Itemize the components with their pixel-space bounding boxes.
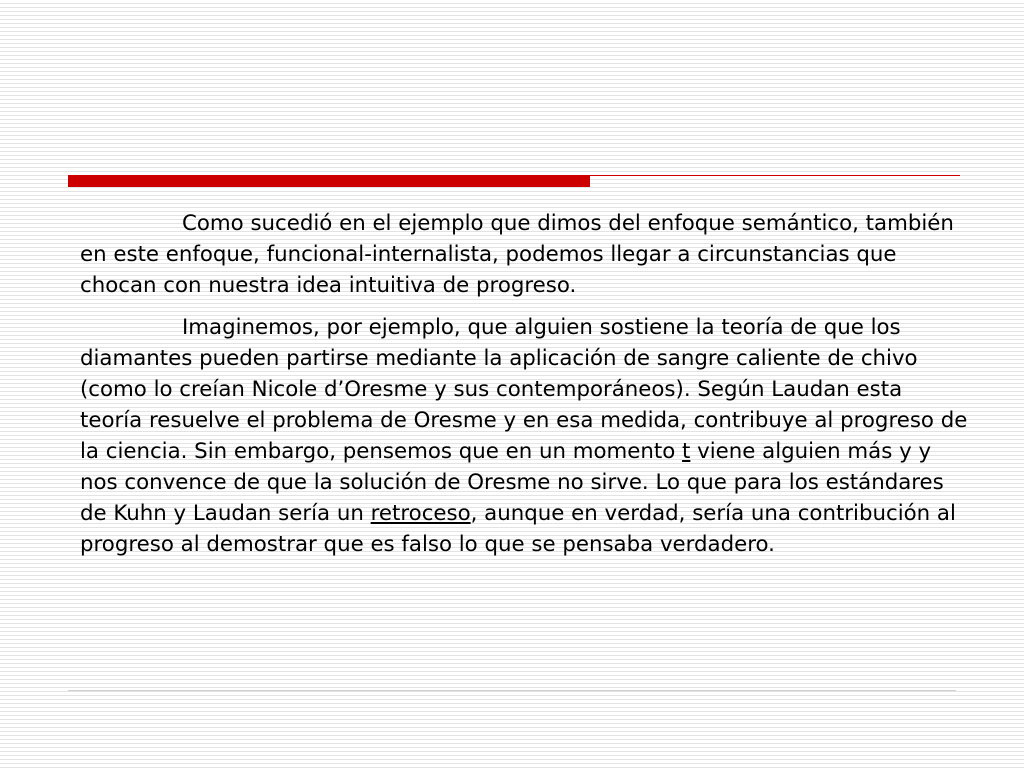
title-accent-bar [68, 175, 590, 187]
paragraph-2-text-a: Imaginemos, por ejemplo, que alguien sostiene la teoría de que los diamantes pueden partirse mediante la aplicación de sangre caliente de chivo (como lo creían Nicole d’Oresme y sus contemporáneos). Según Laudan esta teoría resuelve el problema de Oresme y en esa medida, contribuye al progreso de la ciencia. Sin embargo, pensemos que en un momento [80, 315, 968, 464]
underlined-retroceso: retroceso [370, 501, 471, 526]
paragraph-2-text-b: viene alguien más y y nos convence de que la solución de Oresme no sirve. Lo que para los estándares de Kuhn y Laudan sería un [80, 439, 944, 526]
paragraph-2 [80, 312, 970, 560]
slide-body [80, 208, 970, 560]
paragraph-1 [80, 208, 970, 301]
underlined-t: t [682, 439, 691, 464]
footer-divider [68, 690, 956, 691]
title-accent-line [590, 175, 960, 176]
paragraph-1-text: Como sucedió en el ejemplo que dimos del enfoque semántico, también en este enfoque, funcional-internalista, podemos llegar a circunstancias que chocan con nuestra idea intuitiva de progreso. [80, 211, 954, 298]
paragraph-2-text-c: , aunque en verdad, sería una contribución al progreso al demostrar que es falso lo que se pensaba verdadero. [80, 501, 956, 557]
